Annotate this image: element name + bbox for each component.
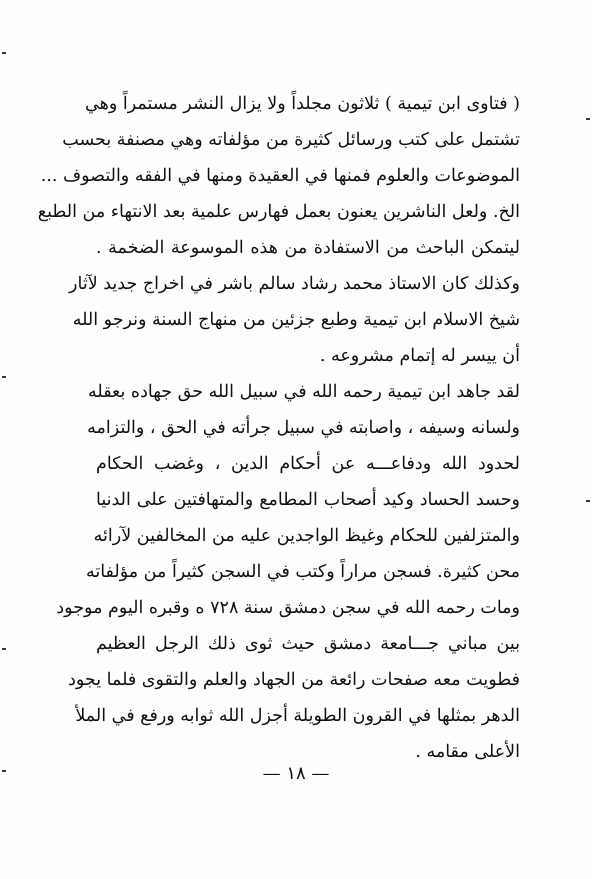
text-line: فطويت معه صفحات رائعة من الجهاد والعلم والتقوى فلما يجود [68, 670, 520, 690]
text-line: وحسد الحساد وكيد أصحاب المطامع والمتهافتين على الدنيا [96, 490, 520, 510]
edge-mark [586, 500, 590, 502]
edge-mark [2, 376, 6, 378]
edge-mark [586, 118, 590, 120]
text-line: الأعلى مقامه . [415, 742, 520, 762]
page-number: — ١٨ — [262, 763, 330, 784]
edge-mark [2, 52, 6, 54]
text-line: ( فتاوى ابن تيمية ) ثلاثون مجلداً ولا يزال النشر مستمراً وهي [85, 94, 520, 114]
text-line: بين مباني جـــامعة دمشق حيث ثوى ذلك الرجل العظيم [96, 634, 520, 654]
text-line: أن ييسر له إتمام مشروعه . [319, 346, 520, 366]
text-line: تشتمل على كتب ورسائل كثيرة من مؤلفاته وهي مصنفة بحسب [62, 130, 520, 150]
paragraph-2 [56, 374, 520, 770]
text-line: ومات رحمه الله في سجن دمشق سنة ٧٢٨ ه وقبره اليوم موجود [56, 598, 520, 618]
text-line: الخ. ولعل الناشرين يعنون بعمل فهارس علمية بعد الانتهاء من الطبع [37, 202, 520, 222]
text-line: والمتزلفين للحكام وغيظ الواجدين عليه من المخالفين لآرائه [93, 526, 520, 546]
text-line: وكذلك كان الاستاذ محمد رشاد سالم باشر في اخراج جديد لآثار [69, 274, 520, 294]
text-line: محن كثيرة. فسجن مراراً وكتب في السجن كثيراً من مؤلفاته [85, 562, 520, 582]
paragraph-1 [37, 86, 520, 374]
edge-mark [2, 648, 6, 650]
text-line: الدهر بمثلها في القرون الطويلة أجزل الله ثوابه ورفع في الملأ [75, 706, 520, 726]
text-line: الموضوعات والعلوم فمنها في العقيدة ومنها في الفقه والتصوف ... [40, 166, 520, 186]
text-line: لحدود الله ودفاعـــه عن أحكام الدين ، وغضب الحكام [96, 454, 520, 474]
text-line: ولسانه وسيفه ، واصابته في سبيل جرأته في الحق ، والتزامه [87, 418, 520, 438]
text-line: ليتمكن الباحث من الاستفادة من هذه الموسوعة الضخمة . [96, 238, 520, 258]
text-line: شيخ الاسلام ابن تيمية وطبع جزئين من منهاج السنة ونرجو الله [72, 310, 520, 330]
text-line: لقد جاهد ابن تيمية رحمه الله في سبيل الله حق جهاده بعقله [88, 382, 520, 402]
